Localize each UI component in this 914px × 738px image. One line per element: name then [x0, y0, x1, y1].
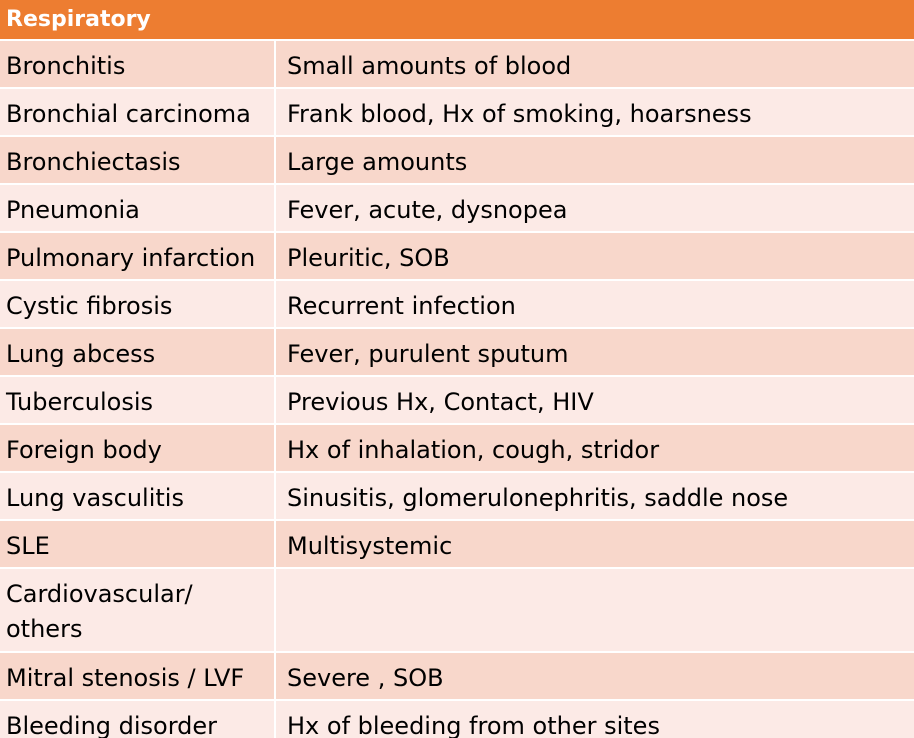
table-row	[0, 185, 914, 233]
table-row	[0, 569, 914, 653]
table-row	[0, 329, 914, 377]
table-row	[0, 425, 914, 473]
features-cell: Fever, acute, dysnopea	[287, 196, 568, 224]
features-cell: Previous Hx, Contact, HIV	[287, 388, 594, 416]
features-cell: Pleuritic, SOB	[287, 244, 450, 272]
features-cell: Frank blood, Hx of smoking, hoarsness	[287, 100, 752, 128]
features-cell: Hx of inhalation, cough, stridor	[287, 436, 660, 464]
features-cell: Sinusitis, glomerulonephritis, saddle nose	[287, 484, 789, 512]
condition-cell: Mitral stenosis / LVF	[0, 653, 276, 699]
condition-cell: Bronchiectasis	[0, 137, 276, 183]
features-cell: Severe , SOB	[287, 664, 444, 692]
table-row	[0, 701, 914, 738]
condition-cell: Tuberculosis	[0, 377, 276, 423]
features-cell	[276, 569, 914, 651]
features-cell: Hx of bleeding from other sites	[287, 712, 660, 738]
table-header-title: Respiratory	[6, 7, 151, 32]
condition-cell: Cardiovascular/ others	[0, 569, 276, 651]
features-cell: Large amounts	[287, 148, 468, 176]
condition-cell: Bronchial carcinoma	[0, 89, 276, 135]
table-row	[0, 233, 914, 281]
condition-cell: SLE	[0, 521, 276, 567]
features-cell: Multisystemic	[287, 532, 453, 560]
condition-cell: Lung abcess	[0, 329, 276, 375]
condition-cell: Bronchitis	[0, 41, 276, 87]
table-row	[0, 89, 914, 137]
table-row	[0, 473, 914, 521]
condition-cell: Foreign body	[0, 425, 276, 471]
condition-cell: Pneumonia	[0, 185, 276, 231]
features-cell: Small amounts of blood	[287, 52, 572, 80]
table-body	[0, 41, 914, 738]
table-row	[0, 281, 914, 329]
table-row	[0, 41, 914, 89]
table-row	[0, 521, 914, 569]
condition-cell: Lung vasculitis	[0, 473, 276, 519]
condition-cell: Bleeding disorder	[0, 701, 276, 738]
table-row	[0, 137, 914, 185]
features-cell: Recurrent infection	[287, 292, 516, 320]
features-cell: Fever, purulent sputum	[287, 340, 569, 368]
table-row	[0, 377, 914, 425]
condition-cell: Cystic fibrosis	[0, 281, 276, 327]
table-header	[0, 0, 914, 41]
condition-cell: Pulmonary infarction	[0, 233, 276, 279]
table-row	[0, 653, 914, 701]
